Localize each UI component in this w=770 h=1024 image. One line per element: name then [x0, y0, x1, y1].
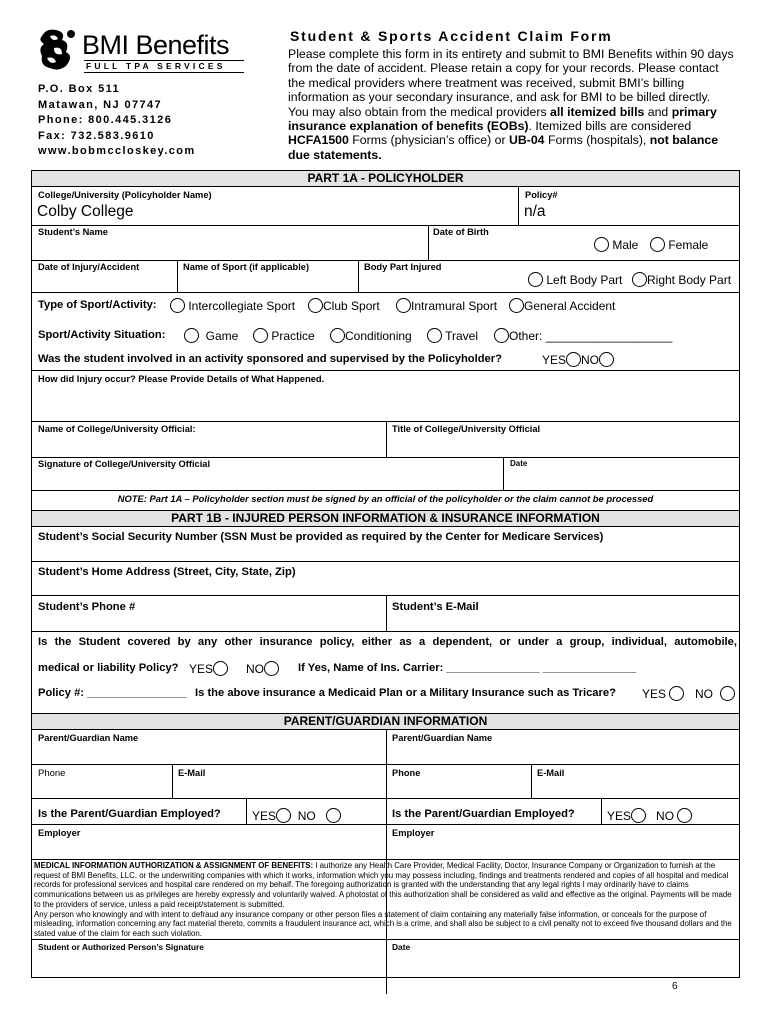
brand-name: BMI Benefits	[82, 30, 230, 60]
travel-label: Travel	[445, 329, 479, 343]
conditioning-radio[interactable]	[330, 328, 345, 343]
bmi-emblem-icon	[36, 26, 80, 76]
student-email-label: Student’s E-Mail	[392, 601, 479, 613]
general-accident-radio[interactable]	[509, 298, 524, 313]
part1a-note: NOTE: Part 1A – Policyholder section must be signed by an official of the policyholder or the claim cannot be processed	[117, 493, 654, 504]
other-insurance-question: Is the Student covered by any other insurance policy, either as a dependent, or under a group, individual, automobile,	[38, 636, 737, 648]
intramural-radio[interactable]	[396, 298, 411, 313]
guardian1-phone-label: Phone	[38, 768, 66, 779]
guardian2-employer-label: Employer	[392, 828, 435, 838]
guardian1-no-radio[interactable]	[326, 808, 341, 823]
address-line: P.O. Box 511	[38, 83, 121, 95]
college-label: College/University (Policyholder Name)	[38, 190, 212, 200]
part1a-heading: PART 1A - POLICYHOLDER	[32, 170, 739, 187]
practice-radio[interactable]	[253, 328, 268, 343]
policy-field[interactable]: n/a	[524, 203, 546, 220]
company-address	[38, 82, 196, 160]
form-title: Student & Sports Accident Claim Form	[290, 28, 613, 44]
situation-label: Sport/Activity Situation:	[38, 329, 166, 341]
brand-tagline: FULL TPA SERVICES	[86, 61, 226, 71]
supervised-no-label: NO	[581, 353, 600, 367]
part1b-heading: PART 1B - INJURED PERSON INFORMATION & INSURANCE INFORMATION	[32, 510, 739, 527]
college-field[interactable]: Colby College	[37, 203, 134, 220]
club-sport-radio[interactable]	[308, 298, 323, 313]
form-instructions: Please complete this form in its entirety and submit to BMI Benefits within 90 days from the date of accident. Please retain a copy for your records. Please contact the medical providers where treatment was received, submit BMI’s billing information as your secondary insurance, and ask for BMI to be billed directly. You may also obtain from the medical providers all itemized bills and primary insurance explanation of benefits (EOBs). Itemized bills are considered HCFA1500 Forms (physician’s office) or UB-04 Forms (hospitals), not balance due statements.	[288, 47, 734, 162]
supervised-yes-radio[interactable]	[566, 352, 581, 367]
phone-line: Phone: 800.445.3126	[38, 114, 173, 126]
practice-label: Practice	[271, 329, 315, 343]
guardian2-no-radio[interactable]	[677, 808, 692, 823]
other-ins-no-radio[interactable]	[264, 661, 279, 676]
general-accident-label: General Accident	[524, 299, 616, 313]
guardian2-email-label: E-Mail	[537, 768, 565, 778]
right-body-part-label: Right Body Part	[647, 273, 732, 287]
guardian2-phone-label: Phone	[392, 768, 421, 778]
other-radio[interactable]	[494, 328, 509, 343]
other-ins-yes-label: YES	[189, 662, 214, 676]
injury-date-label: Date of Injury/Accident	[38, 262, 140, 272]
medicaid-yes-label: YES	[642, 687, 667, 701]
sport-type-label: Type of Sport/Activity:	[38, 299, 157, 311]
sport-name-label: Name of Sport (if applicable)	[183, 262, 310, 272]
official-signature-label: Signature of College/University Official	[38, 459, 211, 469]
authorization-text: MEDICAL INFORMATION AUTHORIZATION & ASSIGNMENT OF BENEFITS: I authorize any Health Care Provider, Medical Facility, Doctor, Insurance Company or Organization to furnish at the request of BMI Benefits, LLC. or the underwriting companies with which it works, information which you may possess including, findings and treatments rendered and copies of all hospital and medical records for professional services and hospital care rendered on my behalf. The foregoing authorization is granted with the understanding that any legal rights I may ordinarily have to claims communications between us as privileges are hereby expressly and voluntarily waived. A photostat of this authorization shall be considered as valid and effective as the original. Payments will be made to the providers of service, unless a paid receipt/statement is submitted. Any person who knowingly and with intent to defraud any insurance company or other person files a statement of claim containing any materially false information, or conceals for the purpose of misleading, information concerning any fact material thereto, commits a fraudulent insurance act, which is a crime, and shall also be subject to a civil penalty not to exceed five thousand dollars and the stated value of the claim for each such violation.	[34, 861, 732, 938]
club-sport-label: Club Sport	[323, 299, 380, 313]
official-date-label: Date	[510, 459, 528, 468]
body-part-label: Body Part Injured	[364, 262, 442, 272]
student-name-label: Student’s Name	[38, 227, 108, 237]
supervised-question: Was the student involved in an activity sponsored and supervised by the Policyholder?	[38, 353, 502, 365]
female-radio[interactable]	[650, 237, 665, 252]
address-line: Matawan, NJ 07747	[38, 98, 163, 111]
other-field[interactable]: Other: ___________________	[509, 329, 673, 343]
game-radio[interactable]	[184, 328, 199, 343]
guardian1-name-label: Parent/Guardian Name	[38, 733, 139, 743]
guardian-heading: PARENT/GUARDIAN INFORMATION	[32, 713, 739, 730]
guardian2-yes-radio[interactable]	[631, 808, 646, 823]
intercollegiate-radio[interactable]	[170, 298, 185, 313]
other-ins-yes-radio[interactable]	[213, 661, 228, 676]
guardian1-employed-question: Is the Parent/Guardian Employed?	[38, 808, 221, 820]
conditioning-label: Conditioning	[345, 329, 412, 343]
official-title-label: Title of College/University Official	[392, 424, 541, 434]
home-address-label: Student’s Home Address (Street, City, State, Zip)	[38, 566, 296, 578]
guardian1-yes-radio[interactable]	[276, 808, 291, 823]
policy-label: Policy#	[525, 190, 558, 200]
website-line: www.bobmccloskey.com	[38, 145, 196, 157]
travel-radio[interactable]	[427, 328, 442, 343]
intercollegiate-label: Intercollegiate Sport	[188, 299, 296, 313]
left-body-part-radio[interactable]	[528, 272, 543, 287]
claim-form	[31, 170, 740, 978]
other-ins-no-label: NO	[246, 662, 264, 676]
medicaid-no-radio[interactable]	[720, 686, 735, 701]
guardian1-yes-label: YES	[252, 809, 277, 823]
left-body-part-label: Left Body Part	[546, 273, 623, 287]
page-number: 6	[672, 981, 678, 992]
male-label: Male	[612, 238, 639, 252]
intramural-label: Intramural Sport	[411, 299, 498, 313]
game-label: Game	[205, 329, 239, 343]
policy-number-field[interactable]: Policy #: ________________	[38, 687, 187, 699]
medicaid-question: Is the above insurance a Medicaid Plan or a Military Insurance such as Tricare?	[195, 687, 616, 699]
carrier-field[interactable]: If Yes, Name of Ins. Carrier: _______________ _______________	[298, 662, 637, 674]
guardian1-no-label: NO	[297, 809, 316, 823]
guardian2-name-label: Parent/Guardian Name	[392, 733, 493, 743]
guardian2-employed-question: Is the Parent/Guardian Employed?	[392, 808, 575, 820]
guardian2-no-label: NO	[656, 809, 675, 823]
student-phone-label: Student’s Phone #	[38, 601, 136, 613]
medicaid-yes-radio[interactable]	[669, 686, 684, 701]
guardian1-email-label: E-Mail	[178, 768, 206, 778]
supervised-no-radio[interactable]	[599, 352, 614, 367]
fax-line: Fax: 732.583.9610	[38, 129, 155, 142]
male-radio[interactable]	[594, 237, 609, 252]
guardian1-employer-label: Employer	[38, 828, 81, 838]
medicaid-no-label: NO	[695, 687, 713, 701]
liability-question: medical or liability Policy?	[38, 662, 179, 674]
dob-label: Date of Birth	[433, 227, 489, 237]
signature-date-label: Date	[392, 942, 411, 952]
right-body-part-radio[interactable]	[632, 272, 647, 287]
supervised-yes-label: YES	[542, 353, 567, 367]
guardian2-yes-label: YES	[607, 809, 632, 823]
official-name-label: Name of College/University Official:	[38, 424, 196, 434]
female-label: Female	[668, 238, 709, 252]
ssn-label: Student’s Social Security Number (SSN Must be provided as required by the Center for Medicare Services)	[38, 531, 604, 543]
bmi-logo	[36, 26, 248, 76]
how-injury-label: How did Injury occur? Please Provide Details of What Happened.	[38, 374, 325, 384]
signature-label: Student or Authorized Person’s Signature	[38, 942, 204, 952]
